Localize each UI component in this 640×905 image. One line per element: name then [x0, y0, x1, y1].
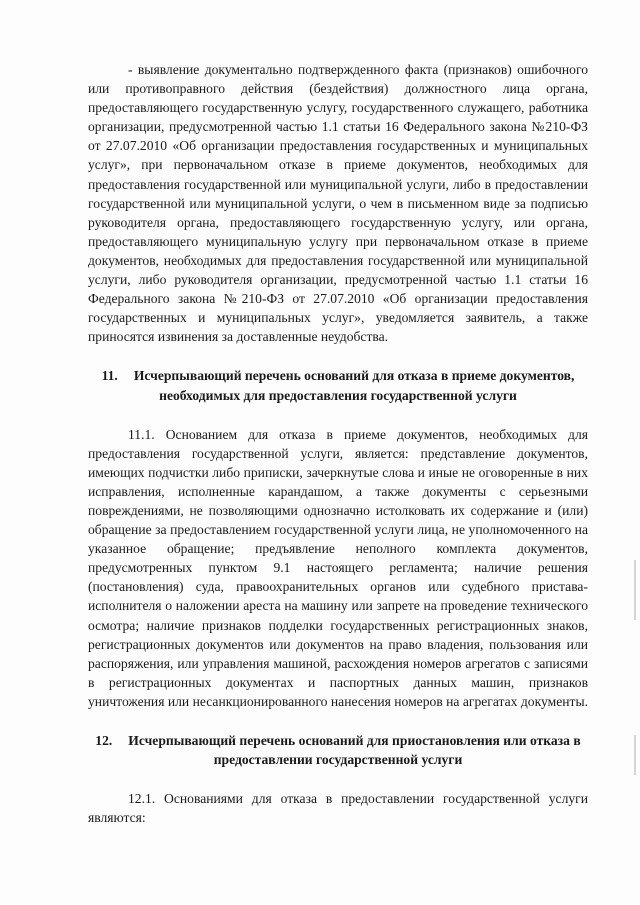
section-11-heading: [88, 366, 588, 404]
scan-edge-mark: [634, 560, 636, 620]
scan-edge-mark: [634, 735, 636, 775]
section-12-title: Исчерпывающий перечень оснований для приостановления или отказа в предоставлении государственной услуги: [128, 733, 581, 768]
document-body: [88, 60, 588, 827]
section-11-paragraph: 11.1. Основанием для отказа в приеме документов, необходимых для предоставления государственной услуги, является: представление документов, имеющих подчистки либо приписки, зачеркнутые слова и иные не оговоренные в них исправления, исполненные карандашом, а также документы с серьезными повреждениями, не позволяющими однозначно истолковать их содержание и (или) обращение за предоставлением государственной услуги лица, не уполномоченного на указанное обращение; предъявление неполного комплекта документов, предусмотренных пунктом 9.1 настоящего регламента; наличие решения (постановления) суда, правоохранительных органов или судебного пристава-исполнителя о наложении ареста на машину или запрете на проведение технического осмотра; наличие признаков подделки государственных регистрационных знаков, регистрационных документов или документов на право владения, пользования или распоряжения, или управления машиной, расхождения номеров агрегатов с записями в регистрационных документах и паспортных данных машин, признаков уничтожения или несанкционированного нанесения номеров на агрегатах документы.: [88, 426, 588, 709]
section-11-title: Исчерпывающий перечень оснований для отказа в приеме документов, необходимых для предоставления государственной услуги: [133, 368, 575, 403]
section-12-paragraph: 12.1. Основаниями для отказа в предоставлении государственной услуги являются:: [88, 791, 588, 826]
section-12-heading: [88, 731, 588, 769]
intro-paragraph: - выявление документально подтвержденного факта (признаков) ошибочного или противоправного действия (бездействия) должностного лица органа, предоставляющего государственную услугу, государственного служащего, работника организации, предусмотренной частью 1.1 статьи 16 Федерального закона №210-ФЗ от 27.07.2010 «Об организации предоставления государственных и муниципальных услуг», при первоначальном отказе в приеме документов, необходимых для предоставления государственной или муниципальной услуги, либо в предоставлении государственной или муниципальной услуги, о чем в письменном виде за подписью руководителя органа, предоставляющего государственную услугу, или органа, предоставляющего муниципальную услугу при первоначальном отказе в приеме документов, необходимых для предоставления государственной или муниципальной услуги, либо руководителя организации, предусмотренной частью 1.1 статьи 16 Федерального закона №210-ФЗ от 27.07.2010 «Об организации предоставления государственных и муниципальных услуг», уведомляется заявитель, а также приносятся извинения за доставленные неудобства.: [88, 62, 588, 345]
section-12-number: 12.: [95, 733, 113, 748]
section-11-number: 11.: [101, 368, 118, 384]
